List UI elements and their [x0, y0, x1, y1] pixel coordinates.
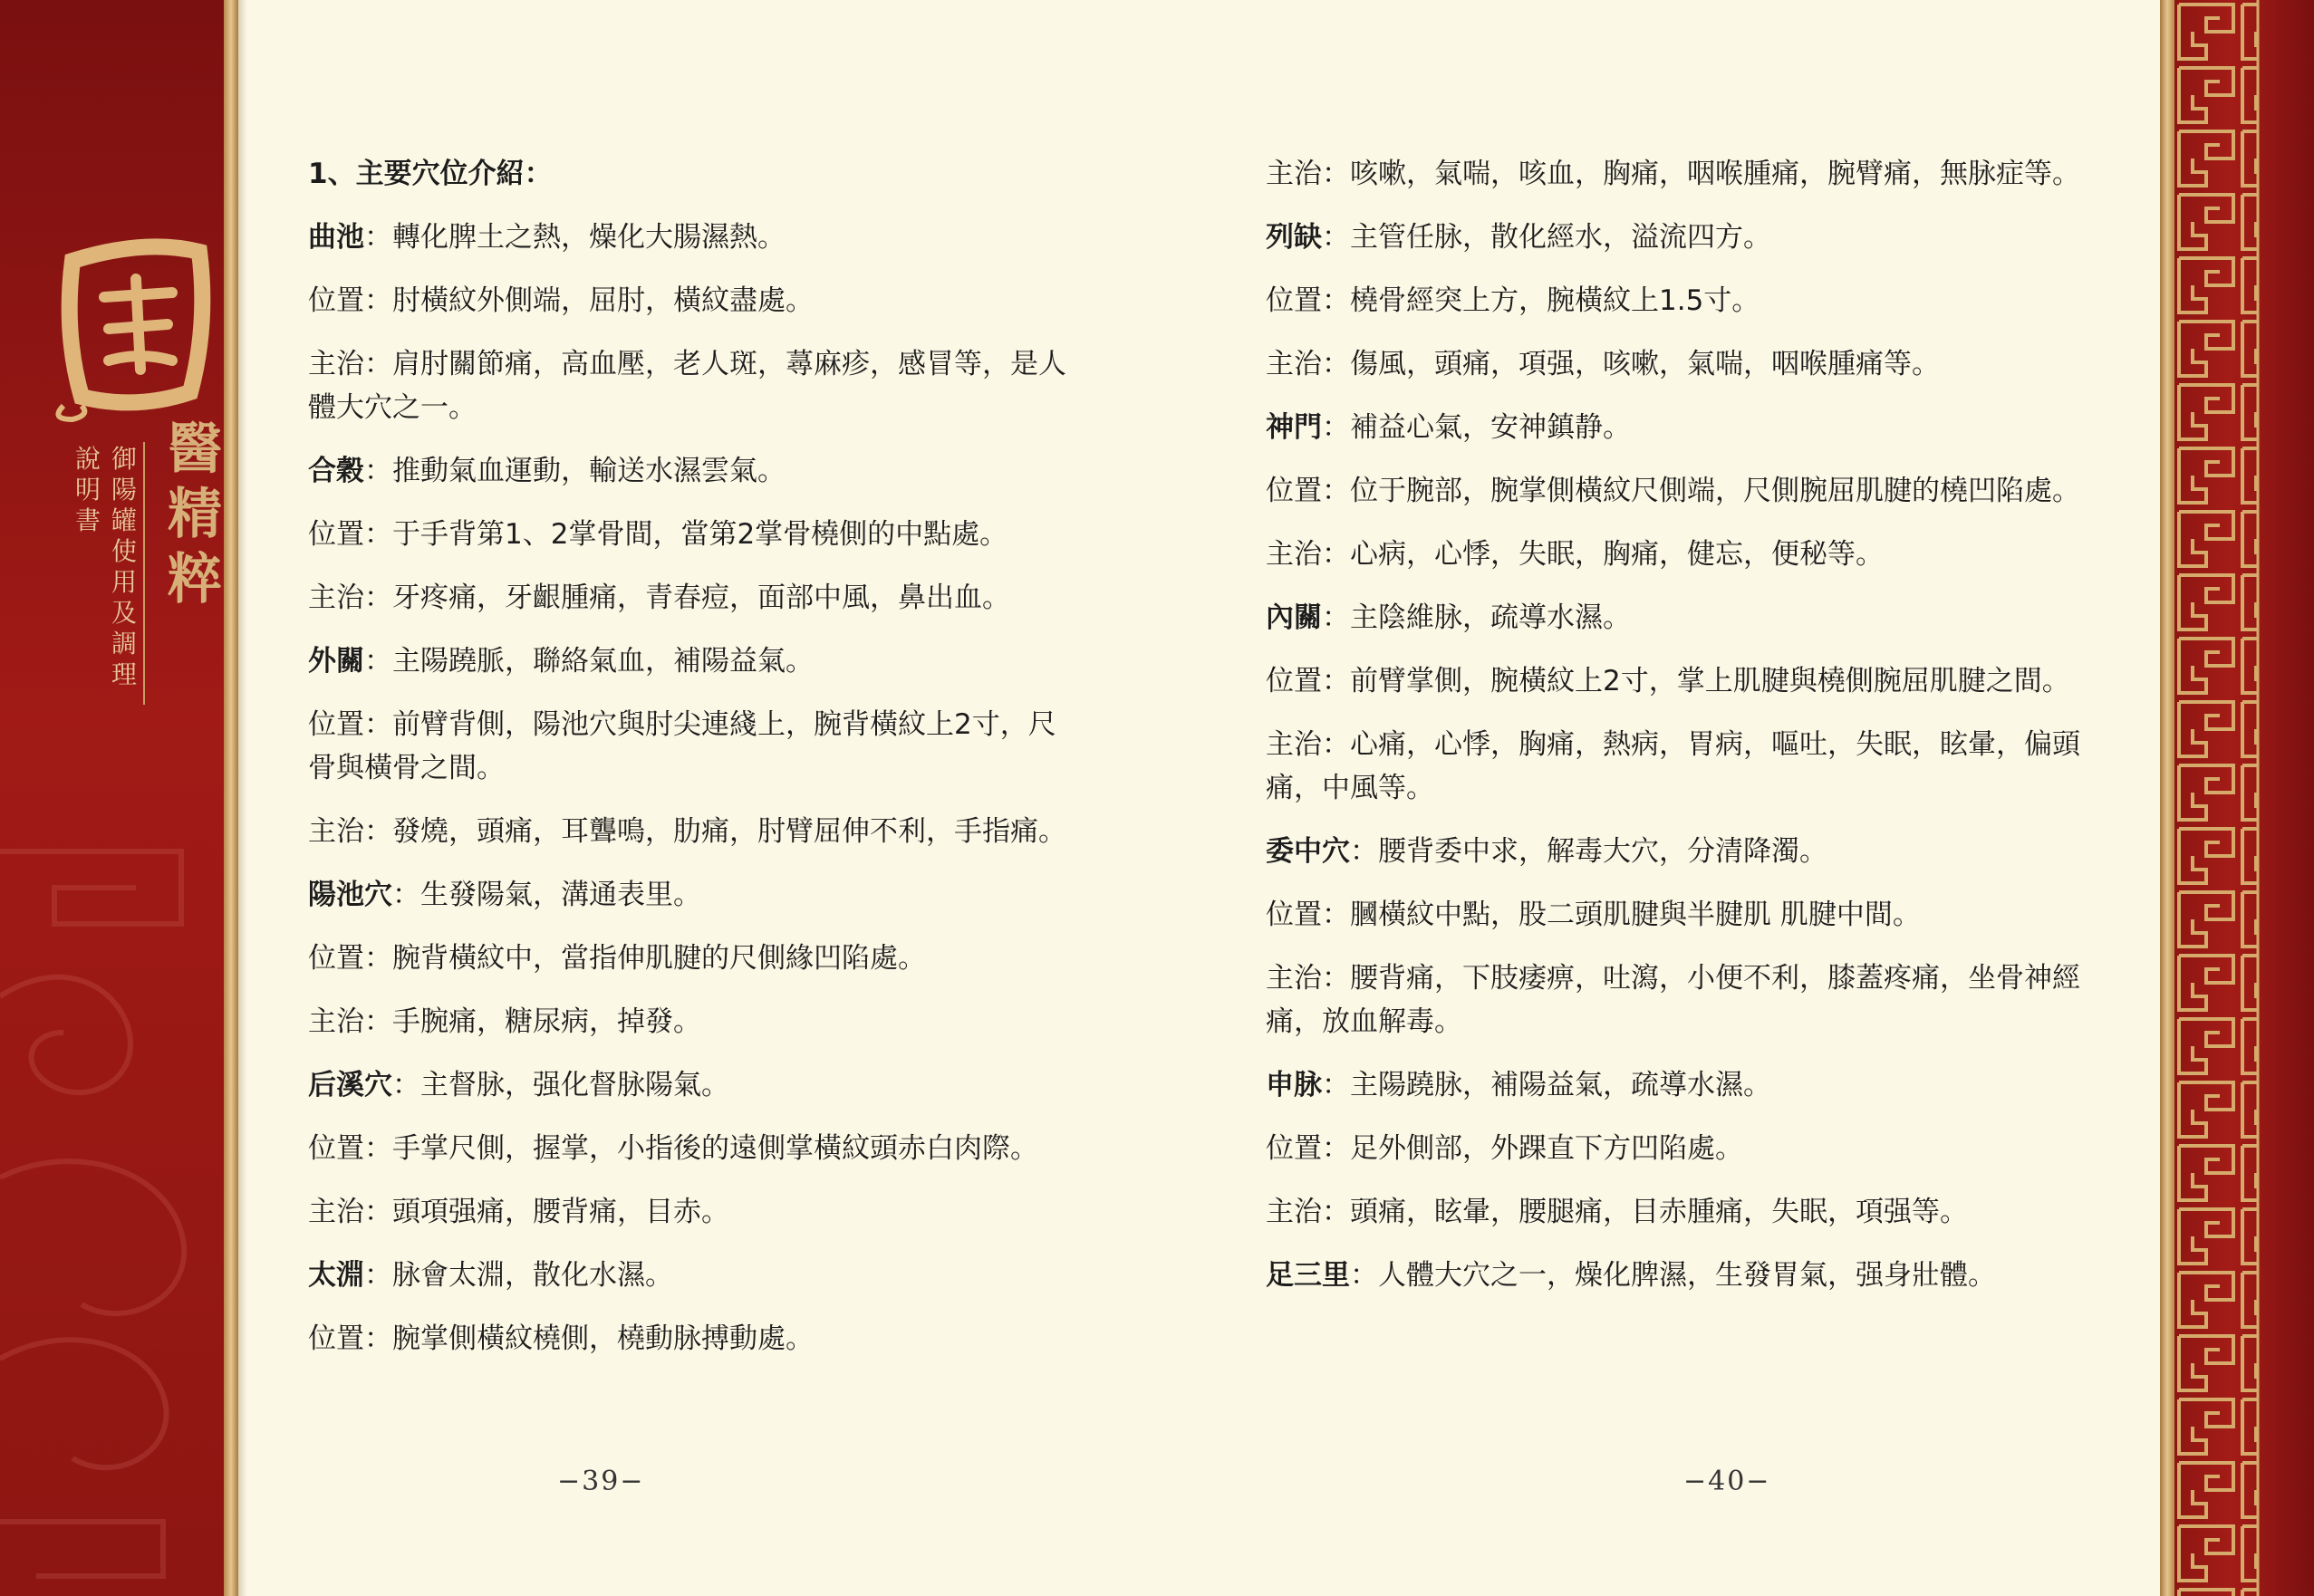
location-text: 位置：位于腕部，腕掌側橫紋尺側端，尺側腕屈肌腱的橈凹陷處。 — [1266, 475, 2080, 507]
subtitle-char: 罐 — [111, 505, 137, 535]
page-number-right: −40− — [1683, 1466, 1771, 1497]
acupoint-entry — [308, 1063, 1069, 1107]
subtitle-char: 使 — [111, 536, 137, 566]
fretwork-pattern-icon — [2174, 0, 2314, 1596]
location-text: 位置：腕背橫紋中，當指伸肌腱的尺側緣凹陷處。 — [308, 942, 926, 975]
acupoint-entry — [1266, 406, 2126, 449]
acupoint-name: 委中穴 — [1266, 835, 1350, 868]
left-decorative-band — [0, 0, 224, 1596]
acupoint-name: 合穀 — [308, 455, 364, 487]
vertical-subtitle-product — [109, 444, 140, 690]
yijingcui-logo-text — [168, 417, 222, 612]
acupoint-entry — [1266, 1254, 2126, 1297]
spine-shadow — [238, 0, 247, 1596]
location-text: 位置：腕掌側橫紋橈側，橈動脉搏動處。 — [308, 1322, 814, 1355]
indication-text: 主治：咳嗽，氣喘，咳血，胸痛，咽喉腫痛，腕臂痛，無脉症等。 — [1266, 158, 2080, 190]
vertical-subtitle-manual — [72, 444, 103, 536]
acupoint-description: ：人體大穴之一，燥化脾濕，生發胃氣，强身壯體。 — [1350, 1259, 1996, 1292]
acupoint-name: 列缺 — [1266, 221, 1322, 254]
subtitle-char: 書 — [74, 505, 101, 535]
right-gold-border — [2160, 0, 2174, 1596]
location-text: 位置：膕橫紋中點，股二頭肌腱與半腱肌 肌腱中間。 — [1266, 899, 1921, 931]
location-text: 位置：肘橫紋外側端，屈肘，橫紋盡處。 — [308, 284, 814, 317]
acupoint-name: 陽池穴 — [308, 879, 392, 911]
subtitle-char: 明 — [74, 475, 101, 505]
indication-text: 主治：腰背痛，下肢痿痹，吐瀉，小便不利，膝蓋疼痛，坐骨神經痛，放血解毒。 — [1266, 962, 2080, 1038]
acupoint-name: 太淵 — [308, 1259, 364, 1292]
acupoint-entry — [1266, 830, 2126, 873]
subtitle-char: 理 — [111, 659, 137, 689]
acupoint-description: ：主陽蹺脈，聯絡氣血，補陽益氣。 — [364, 645, 814, 678]
acupoint-description: ：主督脉，强化督脉陽氣。 — [392, 1069, 729, 1101]
acupoint-entry — [1266, 216, 2126, 259]
acupoint-description: ：主陰維脉，疏導水濕。 — [1322, 601, 1631, 634]
logo-char: 粹 — [168, 548, 222, 611]
acupoint-description: ：轉化脾土之熱，燥化大腸濕熱。 — [364, 221, 786, 254]
acupoint-description: ：腰背委中求，解毒大穴，分清降濁。 — [1350, 835, 1827, 868]
location-text: 位置：于手背第1、2掌骨間，當第2掌骨橈側的中點處。 — [308, 518, 1008, 551]
section-heading — [308, 152, 1069, 196]
acupoint-description: ：脉會太淵，散化水濕。 — [364, 1259, 673, 1292]
acupoint-description: ：主管任脉，散化經水，溢流四方。 — [1322, 221, 1771, 254]
logo-char: 精 — [168, 483, 222, 546]
acupoint-entry — [1266, 1063, 2126, 1107]
acupoint-name: 內關 — [1266, 601, 1322, 634]
acupoint-name: 曲池 — [308, 221, 364, 254]
left-gold-border — [224, 0, 238, 1596]
acupoint-name: 外關 — [308, 645, 364, 678]
indication-text: 主治：心病，心悸，失眠，胸痛，健忘，便秘等。 — [1266, 538, 1884, 571]
acupoint-description: ：主陽蹺脉，補陽益氣，疏導水濕。 — [1322, 1069, 1771, 1101]
acupoint-entry — [308, 1254, 1069, 1297]
acupoint-entry — [308, 449, 1069, 493]
right-page-content — [1266, 152, 2126, 1317]
acupoint-description: ：生發陽氣，溝通表里。 — [392, 879, 701, 911]
subtitle-char: 調 — [111, 629, 137, 659]
indication-text: 主治：頭痛，眩暈，腰腿痛，目赤腫痛，失眠，項强等。 — [1266, 1196, 1968, 1228]
guo-logo-icon — [54, 225, 224, 424]
acupoint-entry — [308, 873, 1069, 917]
indication-text: 主治：頭項强痛，腰背痛，目赤。 — [308, 1196, 729, 1228]
location-text: 位置：前臂背側，陽池穴與肘尖連綫上，腕背橫紋上2寸，尺骨與橫骨之間。 — [308, 708, 1056, 784]
subtitle-divider — [143, 442, 145, 705]
right-decorative-band — [2174, 0, 2314, 1596]
indication-text: 主治：肩肘關節痛，高血壓，老人斑，蕁麻疹，感冒等，是人體大穴之一。 — [308, 348, 1066, 424]
acupoint-name: 神門 — [1266, 411, 1322, 444]
acupoint-description: ：推動氣血運動，輸送水濕雲氣。 — [364, 455, 786, 487]
acupoint-name: 后溪穴 — [308, 1069, 392, 1101]
acupoint-entry — [308, 639, 1069, 683]
location-text: 位置：前臂掌側，腕橫紋上2寸，掌上肌腱與橈側腕屈肌腱之間。 — [1266, 665, 2070, 697]
acupoint-name: 足三里 — [1266, 1259, 1350, 1292]
acupoint-entry — [308, 216, 1069, 259]
logo-char: 醫 — [168, 418, 222, 481]
acupoint-entry — [1266, 596, 2126, 639]
indication-text: 主治：發燒，頭痛，耳聾鳴，肋痛，肘臂屈伸不利，手指痛。 — [308, 815, 1066, 848]
indication-text: 主治：手腕痛，糖尿病，掉發。 — [308, 1005, 701, 1038]
subtitle-char: 及 — [111, 598, 137, 628]
subtitle-char: 用 — [111, 567, 137, 597]
acupoint-name: 申脉 — [1266, 1069, 1322, 1101]
subtitle-char: 陽 — [111, 475, 137, 505]
indication-text: 主治：牙疼痛，牙齦腫痛，青春痘，面部中風，鼻出血。 — [308, 582, 1010, 614]
page-number-left: −39− — [557, 1466, 645, 1497]
acupoint-description: ：補益心氣，安神鎮静。 — [1322, 411, 1631, 444]
location-text: 位置：手掌尺側，握掌，小指後的遠側掌橫紋頭赤白肉際。 — [308, 1132, 1038, 1165]
heading-text: 1、主要穴位介紹： — [308, 158, 553, 190]
location-text: 位置：橈骨經突上方，腕橫紋上1.5寸。 — [1266, 284, 1760, 317]
subtitle-char: 說 — [74, 444, 101, 474]
indication-text: 主治：傷風，頭痛，項强，咳嗽，氣喘，咽喉腫痛等。 — [1266, 348, 1940, 380]
location-text: 位置：足外側部，外踝直下方凹陷處。 — [1266, 1132, 1743, 1165]
indication-text: 主治：心痛，心悸，胸痛，熱病，胃病，嘔吐，失眠，眩暈，偏頭痛，中風等。 — [1266, 728, 2080, 804]
subtitle-char: 御 — [111, 444, 137, 474]
left-page-content — [308, 152, 1069, 1380]
